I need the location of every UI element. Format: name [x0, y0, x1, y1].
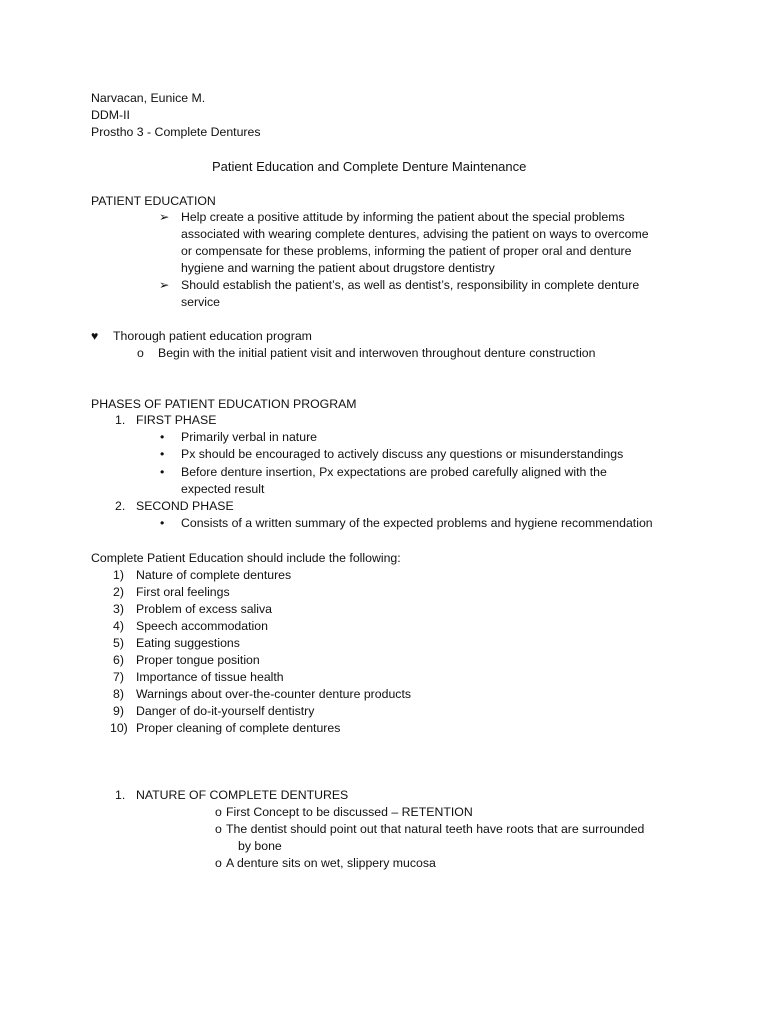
pe-item2-line2: service — [181, 295, 220, 309]
pe-item1-line4: hygiene and warning the patient about drugstore dentistry — [181, 261, 495, 275]
list-item: Eating suggestions — [136, 636, 240, 650]
nature-item1: First Concept to be discussed – RETENTION — [226, 805, 473, 819]
section-heading-phases: PHASES OF PATIENT EDUCATION PROGRAM — [91, 397, 357, 411]
list-number: 6) — [113, 653, 124, 667]
pe-item2-line1: Should establish the patient’s, as well as dentist’s, responsibility in complete denture — [181, 278, 640, 292]
list-item: First oral feelings — [136, 585, 230, 599]
arrow-bullet-icon: ➢ — [159, 210, 170, 224]
circle-bullet-icon: o — [137, 346, 144, 360]
list-item: Proper cleaning of complete dentures — [136, 721, 341, 735]
dot-bullet-icon: • — [160, 516, 165, 530]
phase-first-bullet2: Px should be encouraged to actively discuss any questions or misunderstandings — [181, 447, 624, 461]
phase-second-label: SECOND PHASE — [136, 499, 234, 513]
phase-second-bullet1: Consists of a written summary of the expected problems and hygiene recommendation — [181, 516, 653, 530]
section-heading-patient-education: PATIENT EDUCATION — [91, 194, 216, 208]
section-heading-complete: Complete Patient Education should include the following: — [91, 551, 401, 565]
pe-item1-line3: or compensate for these problems, informing the patient of proper oral and denture — [181, 244, 632, 258]
author-name: Narvacan, Eunice M. — [91, 91, 206, 105]
circle-bullet-icon: o — [215, 856, 222, 870]
dot-bullet-icon: • — [160, 465, 165, 479]
thorough-sub-text: Begin with the initial patient visit and interwoven throughout denture construction — [158, 346, 596, 360]
list-number: 5) — [113, 636, 124, 650]
pe-item1-line1: Help create a positive attitude by informing the patient about the special problems — [181, 210, 625, 224]
list-number: 2. — [115, 499, 126, 513]
list-number: 8) — [113, 687, 124, 701]
list-number: 7) — [113, 670, 124, 684]
list-item: Danger of do-it-yourself dentistry — [136, 704, 315, 718]
thorough-text: Thorough patient education program — [113, 329, 312, 343]
list-number: 3) — [113, 602, 124, 616]
list-number: 1) — [113, 568, 124, 582]
arrow-bullet-icon: ➢ — [159, 278, 170, 292]
nature-item3: A denture sits on wet, slippery mucosa — [226, 856, 436, 870]
pe-item1-line2: associated with wearing complete dentures, advising the patient on ways to overcome — [181, 227, 649, 241]
list-number: 2) — [113, 585, 124, 599]
nature-item2: The dentist should point out that natural teeth have roots that are surrounded — [226, 822, 645, 836]
heart-bullet-icon: ♥ — [91, 329, 99, 343]
course-label: Prostho 3 - Complete Dentures — [91, 125, 261, 139]
list-number: 1. — [115, 788, 126, 802]
list-number: 1. — [115, 413, 126, 427]
list-number: 4) — [113, 619, 124, 633]
phase-first-label: FIRST PHASE — [136, 413, 217, 427]
list-number: 9) — [113, 704, 124, 718]
list-item: Importance of tissue health — [136, 670, 284, 684]
list-number: 10) — [110, 721, 128, 735]
dot-bullet-icon: • — [160, 447, 165, 461]
list-item: Nature of complete dentures — [136, 568, 292, 582]
class-label: DDM-II — [91, 108, 130, 122]
list-item: Warnings about over-the-counter denture products — [136, 687, 412, 701]
list-item: Speech accommodation — [136, 619, 268, 633]
document-title: Patient Education and Complete Denture Maintenance — [212, 159, 527, 174]
phase-first-bullet1: Primarily verbal in nature — [181, 430, 317, 444]
circle-bullet-icon: o — [215, 822, 222, 836]
circle-bullet-icon: o — [215, 805, 222, 819]
list-item: Proper tongue position — [136, 653, 260, 667]
list-item: Problem of excess saliva — [136, 602, 273, 616]
section-heading-nature: NATURE OF COMPLETE DENTURES — [136, 788, 349, 802]
nature-item2-cont: by bone — [238, 839, 282, 853]
phase-first-bullet3-cont: expected result — [181, 482, 265, 496]
dot-bullet-icon: • — [160, 430, 165, 444]
phase-first-bullet3: Before denture insertion, Px expectations are probed carefully aligned with the — [181, 465, 607, 479]
